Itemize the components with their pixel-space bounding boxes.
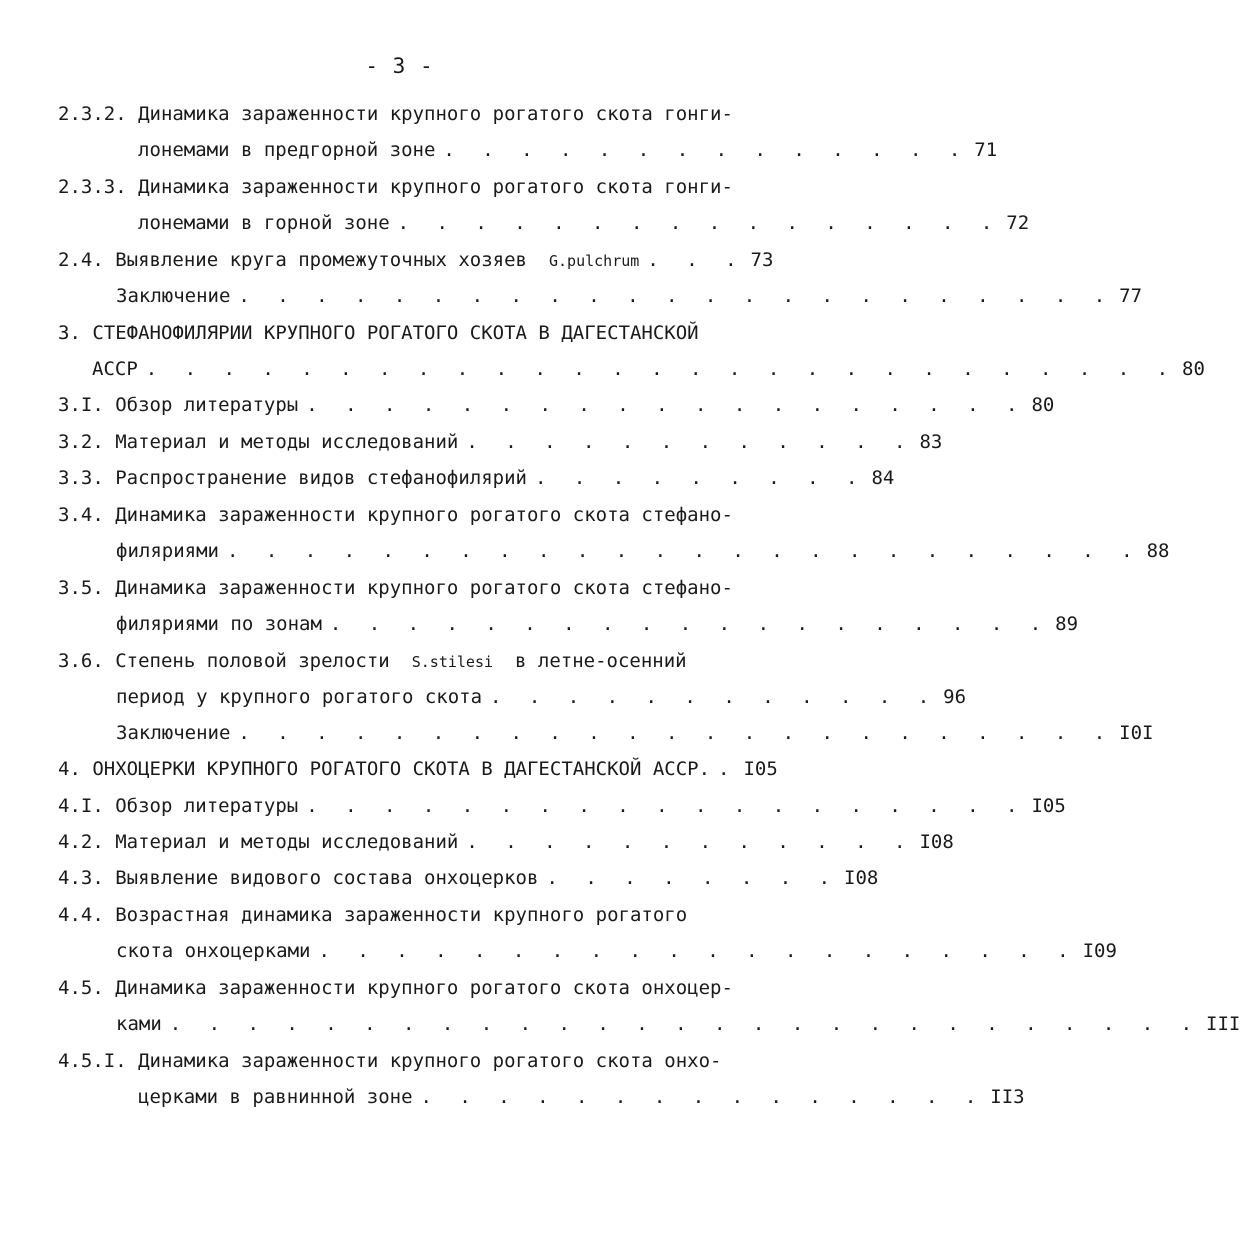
toc-entry-2-4 — [58, 246, 774, 274]
toc-page-number: 88 — [1146, 540, 1170, 562]
toc-entry-text: лонемами в предгорной зоне — [138, 139, 436, 161]
toc-page-number: 84 — [871, 467, 895, 489]
toc-entry-4-5-1-cont — [138, 1083, 1025, 1111]
toc-leader-dots: . . . . . . . . . . . . . . . . . . . . . . . . . . . — [169, 1013, 1201, 1035]
toc-leader-dots: . . . . . . . . — [546, 867, 839, 889]
toc-entry-3-5 — [58, 574, 733, 602]
toc-entry-text: 3.4. Динамика зараженности крупного рогатого скота стефано- — [58, 504, 733, 526]
toc-leader-dots: . . . . . . . . . . . . . . . — [420, 1086, 985, 1108]
toc-leader-dots: . . . . . . . . . . . . . . . . . . . — [306, 795, 1026, 817]
toc-page-number: 71 — [974, 139, 998, 161]
toc-leader-dots: . . . . . . . . . . . . . . — [443, 139, 969, 161]
toc-entry-text: Заключение — [116, 722, 231, 744]
toc-entry-text: 3. СТЕФАНОФИЛЯРИИ КРУПНОГО РОГАТОГО СКОТА В ДАГЕСТАНСКОЙ — [58, 322, 699, 344]
toc-page-number: 83 — [919, 431, 943, 453]
toc-page-number: III — [1206, 1013, 1240, 1035]
toc-entry-2-3-2-cont — [138, 136, 998, 164]
toc-species-name: G.pulchrum — [549, 252, 640, 270]
toc-page-number: I0I — [1119, 722, 1154, 744]
toc-entry-4-5-cont — [116, 1010, 1240, 1038]
toc-entry-3-6-cont — [116, 683, 967, 711]
toc-entry-conclusion-2 — [116, 282, 1143, 310]
toc-entry-3-3 — [58, 464, 895, 492]
toc-leader-dots: . . . . . . . . . . . . . . . . . . . . . . . . — [226, 540, 1141, 562]
toc-leader-dots: . . . . . . . . . . . . — [466, 431, 914, 453]
toc-entry-4-4-cont — [116, 937, 1117, 965]
toc-entry-3-5-cont — [116, 610, 1079, 638]
toc-leader-dots: . . . . . . . . . . . . — [490, 686, 938, 708]
toc-entry-text: 3.2. Материал и методы исследований — [58, 431, 459, 453]
toc-species-name: S.stilesi — [411, 653, 494, 671]
toc-page-number: I09 — [1082, 940, 1117, 962]
toc-page-number: 80 — [1182, 358, 1205, 380]
toc-entry-4-4 — [58, 901, 718, 929]
page-number: - 3 - — [365, 54, 434, 78]
toc-entry-text: 3.I. Обзор литературы — [58, 394, 299, 416]
toc-page-number: I05 — [1031, 795, 1066, 817]
toc-page-number: I08 — [919, 831, 954, 853]
toc-entry-4 — [58, 755, 778, 783]
toc-entry-3 — [58, 319, 718, 347]
toc-page-number: 89 — [1055, 613, 1079, 635]
toc-entry-text: АССР — [92, 358, 138, 380]
toc-entry-text: 3.3. Распространение видов стефанофилярий — [58, 467, 527, 489]
toc-entry-4-5-1 — [58, 1047, 722, 1075]
toc-entry-3-4 — [58, 501, 733, 529]
toc-page-number: 77 — [1119, 285, 1143, 307]
toc-entry-text: скота онхоцерками — [116, 940, 311, 962]
toc-entry-text: 2.4. Выявление круга промежуточных хозяев — [58, 249, 527, 271]
toc-entry-4-5 — [58, 974, 733, 1002]
toc-entry-text: филяриями — [116, 540, 219, 562]
toc-page-number: I08 — [844, 867, 879, 889]
toc-entry-text: 3.6. Степень половой зрелости — [58, 650, 390, 672]
toc-entry-text: 3.5. Динамика зараженности крупного рогатого скота стефано- — [58, 577, 733, 599]
toc-page-number: 96 — [943, 686, 967, 708]
toc-leader-dots: . . . . . . . . . . . . . . . . . . . — [329, 613, 1050, 635]
toc-entry-2-3-3 — [58, 173, 733, 201]
toc-entry-4-1 — [58, 792, 1066, 820]
toc-leader-dots: . . . . . . . . . . . . . . . . — [397, 212, 1001, 234]
toc-entry-3-6 — [58, 647, 718, 675]
toc-entry-text: 4.I. Обзор литературы — [58, 795, 299, 817]
toc-entry-3-4-cont — [116, 537, 1170, 565]
toc-entry-text: 4.4. Возрастная динамика зараженности крупного рогатого — [58, 904, 688, 926]
toc-entry-4-3 — [58, 864, 879, 892]
toc-page-number: 80 — [1031, 394, 1055, 416]
toc-entry-text: Заключение — [116, 285, 231, 307]
toc-entry-text: 4.3. Выявление видового состава онхоцерков — [58, 867, 539, 889]
toc-entry-text: 4.2. Материал и методы исследований — [58, 831, 459, 853]
toc-entry-text: 4. ОНХОЦЕРКИ КРУПНОГО РОГАТОГО СКОТА В ДАГЕСТАНСКОЙ АССР. — [58, 758, 711, 780]
toc-page-number: I05 — [743, 758, 778, 780]
toc-leader-dots: . . . . . . . . . . . . . . . . . . . — [306, 394, 1026, 416]
toc-entry-3-1 — [58, 391, 1055, 419]
toc-page-number: II3 — [990, 1086, 1025, 1108]
toc-page-number: 72 — [1006, 212, 1030, 234]
toc-page-number: 73 — [750, 249, 774, 271]
toc-leader-dots: . . . . . . . . . . . . . . . . . . . . — [318, 940, 1077, 962]
toc-entry-text: 4.5. Динамика зараженности крупного рогатого скота онхоцер- — [58, 977, 733, 999]
toc-leader-dots: . — [718, 758, 738, 780]
toc-entry-text: филяриями по зонам — [116, 613, 322, 635]
toc-entry-text: лонемами в горной зоне — [138, 212, 390, 234]
toc-entry-text: период у крупного рогатого скота — [116, 686, 483, 708]
toc-leader-dots: . . . . . . . . . . . . — [466, 831, 914, 853]
toc-entry-3-cont — [92, 355, 1205, 383]
toc-entry-3-2 — [58, 428, 943, 456]
toc-entry-2-3-3-cont — [138, 209, 1030, 237]
toc-entry-text: церками в равнинной зоне — [138, 1086, 413, 1108]
toc-leader-dots: . . . . . . . . . . . . . . . . . . . . . . . . . . . — [145, 358, 1177, 380]
toc-leader-dots: . . . — [647, 249, 745, 271]
toc-entry-text: 4.5.I. Динамика зараженности крупного рогатого скота онхо- — [58, 1050, 722, 1072]
toc-leader-dots: . . . . . . . . . — [535, 467, 866, 489]
toc-leader-dots: . . . . . . . . . . . . . . . . . . . . . . . — [238, 722, 1114, 744]
toc-leader-dots: . . . . . . . . . . . . . . . . . . . . . . . — [238, 285, 1114, 307]
toc-entry-text: ками — [116, 1013, 162, 1035]
toc-entry-2-3-2 — [58, 100, 733, 128]
toc-entry-text: 2.3.3. Динамика зараженности крупного рогатого скота гонги- — [58, 176, 733, 198]
toc-entry-4-2 — [58, 828, 954, 856]
toc-entry-text-continued: в летне-осенний — [515, 650, 687, 672]
toc-entry-conclusion-3 — [116, 719, 1154, 747]
toc-entry-text: 2.3.2. Динамика зараженности крупного рогатого скота гонги- — [58, 103, 733, 125]
